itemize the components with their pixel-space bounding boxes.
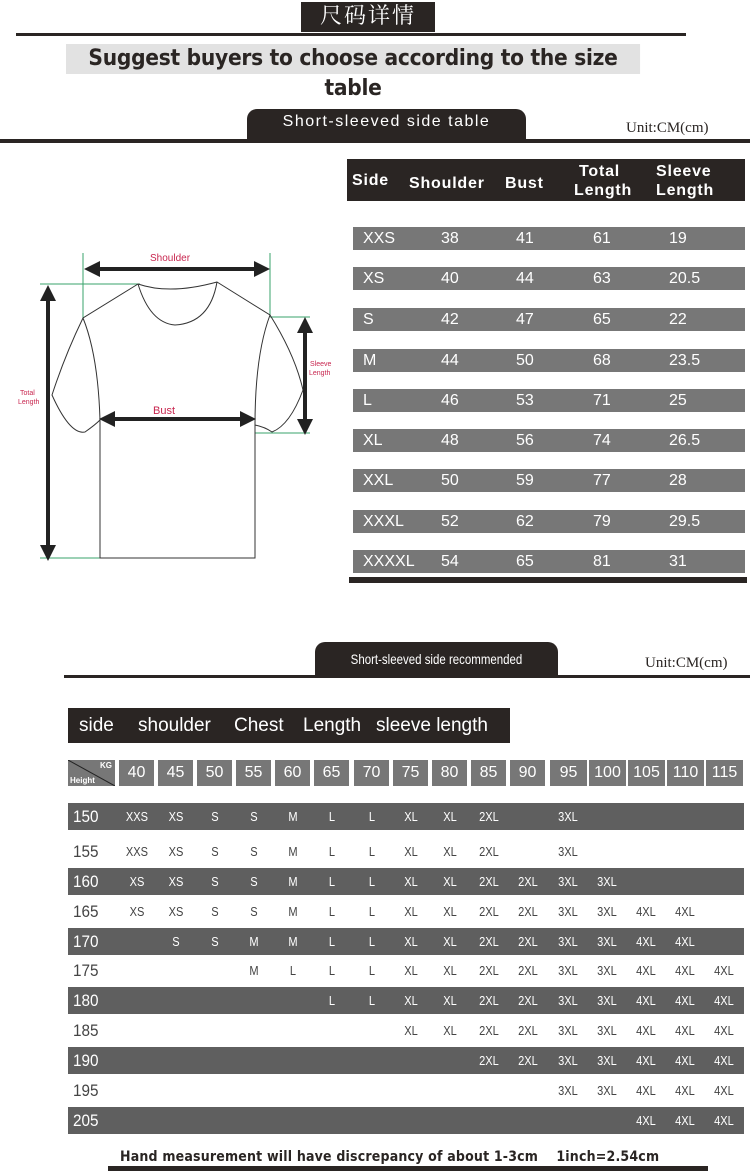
- cell-bust: 44: [516, 270, 534, 287]
- rec-col-sleeve-length: sleeve length: [376, 715, 488, 736]
- weight-header-cell: 65: [314, 760, 349, 786]
- recommend-table-row: [68, 1077, 744, 1104]
- height-cell: 190: [73, 1051, 99, 1070]
- height-cell: 160: [73, 872, 99, 891]
- cell-total-length: 77: [593, 472, 611, 489]
- recommend-table-row: [68, 928, 744, 955]
- height-kg-corner-cell: [68, 760, 115, 786]
- sleeve-length-label-2: Length: [309, 370, 331, 377]
- footer-rule: [108, 1166, 708, 1171]
- size-table-row: [353, 349, 745, 372]
- size-cell: XL: [443, 874, 457, 889]
- col-bust: Bust: [505, 175, 544, 192]
- size-cell: 3XL: [558, 1023, 578, 1038]
- cell-sleeve-length: 31: [669, 553, 687, 570]
- weight-header-cell: 100: [589, 760, 626, 786]
- rec-col-chest: Chest: [234, 715, 284, 736]
- size-cell: 3XL: [558, 963, 578, 978]
- size-cell: L: [328, 809, 336, 824]
- size-cell: XL: [443, 904, 457, 919]
- size-cell: S: [250, 874, 258, 889]
- rec-col-side: side: [79, 715, 114, 736]
- size-cell: 3XL: [558, 809, 578, 824]
- size-table-row: [353, 227, 745, 250]
- size-cell: XS: [168, 809, 184, 824]
- size-cell: 2XL: [479, 904, 499, 919]
- weight-header-cell: 85: [471, 760, 506, 786]
- size-cell: 3XL: [597, 1083, 617, 1098]
- size-cell: S: [250, 844, 258, 859]
- size-cell: 2XL: [479, 1023, 499, 1038]
- cell-bust: 41: [516, 230, 534, 247]
- cell-total-length: 79: [593, 513, 611, 530]
- weight-header-cell: 55: [236, 760, 271, 786]
- size-cell: L: [368, 874, 376, 889]
- size-cell: L: [368, 809, 376, 824]
- cn-title-banner: 尺码详情: [301, 2, 435, 32]
- recommend-table-row: [68, 1047, 744, 1074]
- size-cell: L: [368, 993, 376, 1008]
- size-cell: 4XL: [714, 1023, 734, 1038]
- recommend-table-row: [68, 838, 744, 865]
- cell-total-length: 65: [593, 311, 611, 328]
- size-cell: XL: [443, 1023, 457, 1038]
- size-cell: 4XL: [636, 934, 656, 949]
- cell-bust: 56: [516, 432, 534, 449]
- size-cell: 4XL: [636, 993, 656, 1008]
- cell-bust: 59: [516, 472, 534, 489]
- cell-sleeve-length: 19: [669, 230, 687, 247]
- recommend-table-unit: Unit:CM(cm): [645, 655, 728, 671]
- size-cell: 4XL: [675, 934, 695, 949]
- size-cell: L: [328, 963, 336, 978]
- size-cell: 2XL: [518, 1023, 538, 1038]
- cell-shoulder: 40: [441, 270, 459, 287]
- size-cell: 4XL: [675, 904, 695, 919]
- recommend-table-tab-label: Short-sleeved side recommended table: [350, 651, 523, 701]
- size-cell: 2XL: [479, 844, 499, 859]
- recommend-table-tab: [315, 642, 558, 701]
- size-cell: L: [328, 844, 336, 859]
- size-cell: 3XL: [597, 874, 617, 889]
- recommend-table-row: [68, 1017, 744, 1044]
- cell-shoulder: 54: [441, 553, 459, 570]
- rec-col-length: Length: [303, 715, 362, 736]
- size-cell: 4XL: [714, 993, 734, 1008]
- size-cell: XL: [404, 993, 418, 1008]
- size-cell: M: [288, 844, 298, 859]
- recommend-table-row: [68, 1107, 744, 1134]
- size-cell: 4XL: [714, 963, 734, 978]
- cell-sleeve-length: 26.5: [669, 432, 701, 449]
- height-cell: 185: [73, 1021, 99, 1040]
- size-cell: XS: [168, 874, 184, 889]
- size-cell: XXS: [125, 809, 149, 824]
- kg-label: KG: [100, 761, 112, 770]
- cell-size: XXXL: [363, 513, 404, 530]
- size-table-row: [353, 267, 745, 290]
- col-sleeve-length-1: Sleeve: [656, 163, 712, 180]
- size-cell: L: [368, 844, 376, 859]
- cell-sleeve-length: 20.5: [669, 270, 701, 287]
- cell-bust: 62: [516, 513, 534, 530]
- height-cell: 150: [73, 807, 99, 826]
- cell-sleeve-length: 22: [669, 311, 687, 328]
- bust-label: Bust: [153, 405, 176, 417]
- size-cell: 2XL: [518, 934, 538, 949]
- size-cell: M: [249, 934, 259, 949]
- cell-total-length: 81: [593, 553, 611, 570]
- size-cell: XL: [443, 934, 457, 949]
- size-cell: S: [211, 809, 219, 824]
- size-cell: 2XL: [479, 934, 499, 949]
- size-table-unit: Unit:CM(cm): [626, 120, 709, 136]
- cell-shoulder: 46: [441, 392, 459, 409]
- weight-header-cell: 45: [158, 760, 193, 786]
- recommend-table-row: [68, 803, 744, 830]
- size-cell: S: [211, 844, 219, 859]
- size-cell: XL: [404, 963, 418, 978]
- size-cell: XXS: [125, 844, 149, 859]
- shoulder-label: Shoulder: [150, 253, 191, 264]
- size-cell: 2XL: [518, 1053, 538, 1068]
- size-cell: L: [368, 904, 376, 919]
- weight-header-cell: 115: [706, 760, 743, 786]
- size-cell: S: [211, 874, 219, 889]
- size-table-row: [353, 469, 745, 492]
- size-cell: L: [328, 993, 336, 1008]
- size-cell: M: [288, 934, 298, 949]
- size-cell: 3XL: [558, 874, 578, 889]
- size-table-row: [353, 550, 745, 573]
- size-cell: XL: [404, 844, 418, 859]
- cell-shoulder: 38: [441, 230, 459, 247]
- size-table-tab: Short-sleeved side table: [247, 109, 526, 143]
- size-cell: 2XL: [518, 874, 538, 889]
- size-cell: 4XL: [636, 963, 656, 978]
- col-sleeve-length-2: Length: [656, 182, 715, 199]
- size-cell: 4XL: [714, 1053, 734, 1068]
- height-cell: 170: [73, 932, 99, 951]
- cell-shoulder: 48: [441, 432, 459, 449]
- size-cell: 3XL: [558, 1083, 578, 1098]
- size-cell: 4XL: [636, 1113, 656, 1128]
- cell-shoulder: 44: [441, 352, 459, 369]
- size-cell: M: [288, 904, 298, 919]
- size-table-row: [353, 389, 745, 412]
- weight-header-cell: 60: [275, 760, 310, 786]
- total-length-label-2: Length: [18, 399, 40, 406]
- recommend-table-divider: [64, 675, 750, 678]
- size-cell: 3XL: [558, 1053, 578, 1068]
- size-cell: M: [249, 963, 259, 978]
- size-cell: XL: [443, 809, 457, 824]
- size-cell: XL: [404, 809, 418, 824]
- size-cell: S: [172, 934, 180, 949]
- size-cell: 4XL: [636, 1083, 656, 1098]
- size-cell: 2XL: [518, 963, 538, 978]
- recommend-table-row: [68, 898, 744, 925]
- col-shoulder: Shoulder: [409, 175, 485, 192]
- size-cell: XL: [404, 904, 418, 919]
- cell-bust: 65: [516, 553, 534, 570]
- size-cell: S: [211, 934, 219, 949]
- size-cell: M: [288, 809, 298, 824]
- size-cell: XL: [404, 874, 418, 889]
- weight-header-cell: 40: [119, 760, 154, 786]
- cell-sleeve-length: 23.5: [669, 352, 701, 369]
- size-cell: S: [211, 904, 219, 919]
- size-cell: 4XL: [636, 904, 656, 919]
- cell-total-length: 63: [593, 270, 611, 287]
- size-cell: XL: [443, 963, 457, 978]
- header-divider: [16, 33, 686, 36]
- rec-col-shoulder: shoulder: [138, 715, 211, 736]
- size-cell: 4XL: [714, 1083, 734, 1098]
- cell-size: S: [363, 311, 374, 328]
- cell-size: XS: [363, 270, 385, 287]
- cell-total-length: 71: [593, 392, 611, 409]
- size-cell: 2XL: [479, 993, 499, 1008]
- height-label: Height: [70, 776, 95, 785]
- cell-bust: 53: [516, 392, 534, 409]
- size-cell: 3XL: [597, 904, 617, 919]
- col-total-length-2: Length: [574, 182, 633, 199]
- size-cell: 3XL: [558, 993, 578, 1008]
- cell-sleeve-length: 29.5: [669, 513, 701, 530]
- footer-note: Hand measurement will have discrepancy of about 1-3cm 1inch=2.54cm: [120, 1149, 660, 1165]
- recommend-table-row: [68, 868, 744, 895]
- size-cell: M: [288, 874, 298, 889]
- cell-total-length: 74: [593, 432, 611, 449]
- size-cell: XL: [443, 844, 457, 859]
- weight-header-cell: 70: [354, 760, 389, 786]
- size-table-header: [347, 159, 745, 201]
- size-table-divider: [0, 139, 750, 143]
- cell-size: XXXXL: [363, 553, 415, 570]
- height-cell: 165: [73, 902, 99, 921]
- size-cell: L: [289, 963, 297, 978]
- size-cell: 2XL: [518, 904, 538, 919]
- size-cell: 3XL: [558, 904, 578, 919]
- size-cell: 4XL: [675, 1083, 695, 1098]
- size-cell: 3XL: [558, 934, 578, 949]
- size-table-row: [353, 510, 745, 533]
- cell-total-length: 68: [593, 352, 611, 369]
- size-cell: 2XL: [479, 874, 499, 889]
- size-cell: L: [328, 874, 336, 889]
- height-cell: 195: [73, 1081, 99, 1100]
- size-cell: 3XL: [597, 1023, 617, 1038]
- size-cell: 2XL: [479, 809, 499, 824]
- size-cell: 3XL: [558, 844, 578, 859]
- weight-header-cell: 90: [510, 760, 545, 786]
- size-cell: L: [328, 934, 336, 949]
- size-cell: 2XL: [479, 963, 499, 978]
- size-cell: S: [250, 904, 258, 919]
- size-cell: 3XL: [597, 1053, 617, 1068]
- recommend-table-row: [68, 987, 744, 1014]
- size-cell: L: [368, 934, 376, 949]
- size-table-row: [353, 429, 745, 452]
- size-cell: 3XL: [597, 963, 617, 978]
- cell-bust: 47: [516, 311, 534, 328]
- cell-size: XXS: [363, 230, 396, 247]
- height-cell: 175: [73, 961, 99, 980]
- cell-sleeve-length: 25: [669, 392, 687, 409]
- size-cell: XS: [168, 844, 184, 859]
- size-cell: 4XL: [675, 993, 695, 1008]
- height-cell: 155: [73, 842, 99, 861]
- size-cell: S: [250, 809, 258, 824]
- cell-shoulder: 52: [441, 513, 459, 530]
- size-cell: L: [368, 963, 376, 978]
- size-cell: 3XL: [597, 993, 617, 1008]
- col-total-length-1: Total: [579, 163, 621, 180]
- weight-header-cell: 110: [667, 760, 704, 786]
- size-cell: XS: [129, 874, 145, 889]
- size-cell: 4XL: [675, 1053, 695, 1068]
- size-cell: 4XL: [636, 1053, 656, 1068]
- size-table-row: [353, 308, 745, 331]
- size-cell: XL: [443, 993, 457, 1008]
- size-cell: 4XL: [675, 1023, 695, 1038]
- size-cell: L: [328, 904, 336, 919]
- size-cell: 4XL: [714, 1113, 734, 1128]
- cell-shoulder: 42: [441, 311, 459, 328]
- cell-shoulder: 50: [441, 472, 459, 489]
- cell-size: XL: [363, 432, 383, 449]
- size-cell: XS: [168, 904, 184, 919]
- cell-bust: 50: [516, 352, 534, 369]
- height-cell: 205: [73, 1111, 99, 1130]
- cell-size: XXL: [363, 472, 394, 489]
- col-side: Side: [352, 172, 389, 189]
- weight-header-cell: 80: [432, 760, 467, 786]
- size-cell: XS: [129, 904, 145, 919]
- sleeve-length-label-1: Sleeve: [310, 361, 332, 368]
- total-length-label-1: Total: [20, 390, 35, 397]
- weight-header-cell: 75: [393, 760, 428, 786]
- tshirt-measurement-diagram: [10, 245, 340, 575]
- size-table-bottom-rule: [349, 577, 747, 583]
- suggestion-banner: Suggest buyers to choose according to the size table: [66, 44, 640, 74]
- cell-size: M: [363, 352, 377, 369]
- height-cell: 180: [73, 991, 99, 1010]
- weight-header-cell: 105: [628, 760, 665, 786]
- size-cell: XL: [404, 934, 418, 949]
- recommend-table-row: [68, 957, 744, 984]
- recommend-table-header: [68, 708, 510, 743]
- size-cell: 4XL: [675, 1113, 695, 1128]
- size-cell: 4XL: [636, 1023, 656, 1038]
- cell-size: L: [363, 392, 372, 409]
- size-cell: 2XL: [479, 1053, 499, 1068]
- weight-header-cell: 95: [550, 760, 587, 786]
- size-cell: XL: [404, 1023, 418, 1038]
- size-cell: 3XL: [597, 934, 617, 949]
- size-cell: 4XL: [675, 963, 695, 978]
- cell-total-length: 61: [593, 230, 611, 247]
- size-cell: 2XL: [518, 993, 538, 1008]
- cell-sleeve-length: 28: [669, 472, 687, 489]
- weight-header-cell: 50: [197, 760, 232, 786]
